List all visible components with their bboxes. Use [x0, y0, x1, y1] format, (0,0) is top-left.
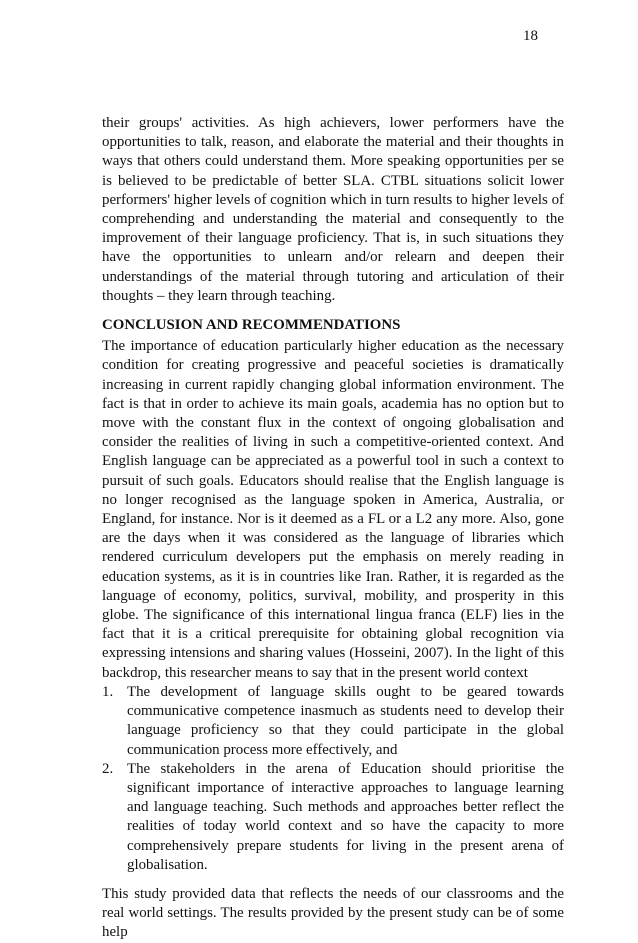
section-heading: CONCLUSION AND RECOMMENDATIONS: [102, 317, 401, 334]
list-item-number: 1.: [102, 683, 114, 700]
body-text: [102, 114, 564, 943]
paragraph-3: This study provided data that reflects the needs of our classrooms and the real world settings. The results provided by the present study can be of some help: [102, 885, 564, 941]
paragraph-2: The importance of education particularly higher education as the necessary condition for creating progressive and peaceful societies is dramatically increasing in current rapidly changing global information environment. The fact is that in order to achieve its main goals, academia has no option but to move with the constant flux in the context of ongoing globalisation and consider the realities of living in such a competitive-oriented context. And English language can be appreciated as a powerful tool in such a context to pursuit of such goals. Educators should realise that the English language is no longer recognised as the language spoken in America, Australia, or England, for instance. Nor is it deemed as a FL or a L2 any more. Also, gone are the days when it was considered as the language of libraries which rendered curriculum developers put the emphasis on merely reading in education systems, as it is in countries like Iran. Rather, it is regarded as the language of economy, politics, survival, mobility, and prosperity in this globe. The significance of this international lingua franca (ELF) lies in the fact that it is a critical prerequisite for obtaining global recognition via expressing intensions and sharing values (Hosseini, 2007). In the light of this backdrop, this researcher means to say that in the present world context: [102, 338, 564, 681]
paragraph-1: their groups' activities. As high achievers, lower performers have the opportunities to talk, reason, and elaborate the material and their thoughts in ways that others could understand them. More speaking opportunities per se is believed to be predictable of better SLA. CTBL situations solicit lower performers' higher levels of cognition which in turn results to higher levels of comprehending and understanding the material and consequently to the improvement of their language proficiency. That is, in such situations they have the opportunities to unlearn and/or relearn and deepen their understandings of the material through tutoring and articulation of their thoughts – they learn through teaching.: [102, 115, 564, 304]
list-item-number: 2.: [102, 760, 114, 777]
list-item-text: The development of language skills ought to be geared towards communicative competence inasmuch as students need to develop their language proficiency so that they could participate in the global communication process more effectively, and: [127, 683, 564, 758]
list-item: [102, 760, 564, 875]
list-item-text: The stakeholders in the arena of Education should prioritise the significant importance of interactive approaches to language learning and language teaching. Such methods and approaches better reflect the realities of today world context and so have the capacity to more comprehensively prepare students for living in the present arena of globalisation.: [127, 760, 564, 873]
recommendations-list: [102, 683, 564, 875]
page-number: 18: [523, 28, 538, 44]
list-item: [102, 683, 564, 760]
